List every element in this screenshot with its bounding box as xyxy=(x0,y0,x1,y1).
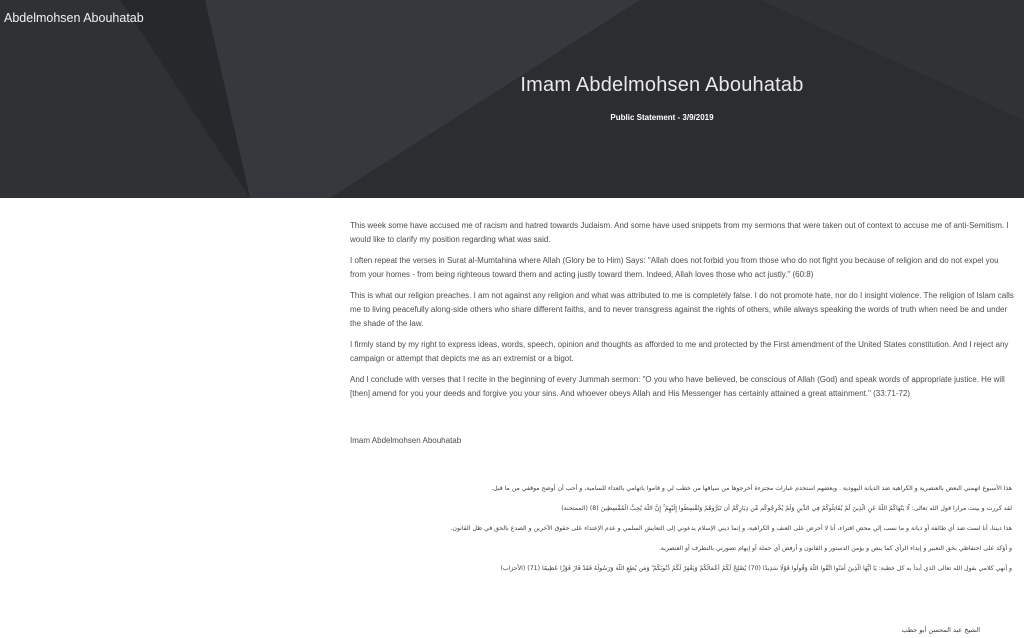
arabic-paragraph: و أؤكد على احتفاظي بحق التعبير و إبداء الرأي كما ينص و يؤمن الدستور و القانون و أرفض أي حملة أو إيهام تصورني بالتطرف أو العنصرية. xyxy=(658,545,1012,552)
page-subtitle: Public Statement - 3/9/2019 xyxy=(610,113,714,122)
statement-signature: Imam Abdelmohsen Abouhatab xyxy=(350,436,462,445)
arabic-paragraph: هذا الأسبوع اتهمني البعض بالعنصرية و الكراهية ضد الديانة اليهودية . وبعضهم استخدم عبارات مجتزءة أخرجوها من سياقها من خطب لي و قاموا باتهامي بالعداء للسامية، و أحب أن أوضح موقفي من ما قيل. xyxy=(491,485,1012,492)
statement-paragraph: I often repeat the verses in Surat al-Mumtahina where Allah (Glory be to Him) Says: "Allah does not forbid you from those who do not fight you because of religion and do not expel you from your homes - from being righteous toward them and acting justly toward them. Indeed, Allah loves those who act justly." (60:8) xyxy=(350,256,999,279)
arabic-paragraph: لقد كررت و بينت مرارا قول الله تعالى: لَّا يَنْهَاكُمُ اللَّهُ عَنِ الَّذِينَ لَمْ يُقَاتِلُوكُمْ فِي الدِّينِ وَلَمْ يُخْرِجُوكُم مِّن دِيَارِكُمْ أَن تَبَرُّوهُمْ وَتُقْسِطُوا إِلَيْهِمْ ۚ إِنَّ اللَّهَ يُحِبُّ الْمُقْسِطِينَ (8) (الممتحنة) xyxy=(561,505,1012,512)
statement-body xyxy=(350,219,1014,408)
site-name-link[interactable]: Abdelmohsen Abouhatab xyxy=(4,11,144,25)
arabic-paragraph: هذا ديننا، أنا لست ضد أي طائفة أو ديانة و ما نسب إلي محض افتراء، أنا لا أحرض على العنف و الكراهية، و إنما ديني الإسلام يدعوني إلى التعايش السلمي و عدم الإعتداء على حقوق الآخرين و الصدع بالحق في ظل القانون. xyxy=(450,525,1012,532)
statement-paragraph: And I conclude with verses that I recite in the beginning of every Jummah sermon: "O you who have believed, be conscious of Allah (God) and speak words of appropriate justice. He will [then] amend for you your deeds and forgive you your sins. And whoever obeys Allah and His Messenger has certainly attained a great attainment." (33:71-72) xyxy=(350,375,1005,398)
arabic-signature: الشيخ عبد المحسن أبو حطب xyxy=(901,626,980,634)
statement-paragraph: I firmly stand by my right to express ideas, words, speech, opinion and thoughts as afforded to me and protected by the First amendment of the United States constitution. And I reject any campaign or attempt that depicts me as an extremist or a bigot. xyxy=(350,340,1009,363)
statement-paragraph: This is what our religion preaches. I am not against any religion and what was attributed to me is completely false. I do not promote hate, nor do I insight violence. The religion of Islam calls me to living peacefully along-side others who share different faiths, and to never transgress against the rights of others, while always speaking the words of truth when need be and under the shade of the law. xyxy=(350,291,1014,328)
banner-background-shapes xyxy=(0,0,1024,198)
arabic-paragraph: و أنهي كلامي بقول الله تعالى الذي أبدأ به كل خطبة: يَا أَيُّهَا الَّذِينَ آمَنُوا اتَّقُوا اللَّهَ وَقُولُوا قَوْلًا سَدِيدًا (70) يُصْلِحْ لَكُمْ أَعْمَالَكُمْ وَيَغْفِرْ لَكُمْ ذُنُوبَكُمْ ۗ وَمَن يُطِعِ اللَّهَ وَرَسُولَهُ فَقَدْ فَازَ فَوْزًا عَظِيمًا (71) (الأحزاب) xyxy=(500,565,1012,572)
page-title: Imam Abdelmohsen Abouhatab xyxy=(520,74,804,96)
arabic-statement xyxy=(360,484,1012,584)
header-banner xyxy=(0,0,1024,198)
statement-paragraph: This week some have accused me of racism and hatred towards Judaism. And some have used snippets from my sermons that were taken out of context to accuse me of anti-Semitism. I would like to clarify my position regarding what was said. xyxy=(350,221,1009,244)
